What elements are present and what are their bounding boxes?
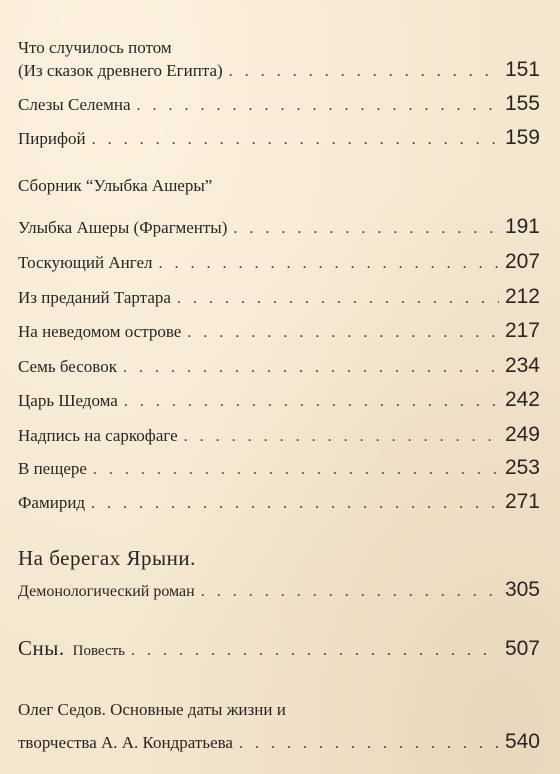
toc-page-number: 207 (504, 250, 540, 273)
toc-entry (18, 423, 540, 447)
leader-dots (239, 735, 499, 753)
toc-entry-title: Улыбка Ашеры (Фрагменты) (18, 218, 228, 237)
toc-page-number: 234 (504, 354, 540, 377)
toc-entry-title: Пирифой (18, 129, 86, 148)
toc-entry-title: Тоскующий Ангел (18, 253, 153, 272)
toc-entry (18, 250, 540, 274)
toc-page-number: 507 (504, 637, 540, 660)
leader-dots (233, 220, 499, 238)
toc-entry (18, 578, 540, 602)
toc-entry-title: Царь Шедома (18, 391, 118, 410)
leader-dots (131, 642, 499, 660)
toc-page-number: 242 (504, 388, 540, 411)
toc-entry (18, 636, 540, 661)
novel-subtitle: Демонологический роман (18, 583, 195, 600)
toc-page-number: 253 (504, 456, 540, 479)
toc-entry (18, 58, 540, 82)
leader-dots (124, 393, 499, 411)
toc-page-number: 159 (504, 126, 540, 149)
leader-dots (123, 359, 499, 377)
toc-entry-title: Фамирид (18, 493, 86, 512)
leader-dots (184, 428, 499, 446)
leader-dots (91, 495, 499, 513)
toc-page-number: 212 (504, 285, 540, 308)
toc-entry-title: (Из сказок древнего Египта) (18, 61, 223, 80)
toc-entry (18, 354, 540, 378)
toc-entry-title: Слезы Селемна (18, 95, 131, 114)
story-subtitle: Повесть (72, 643, 126, 659)
toc-entry-title: В пещере (18, 459, 87, 478)
toc-entry (18, 285, 540, 309)
leader-dots (229, 63, 499, 81)
toc-page-number: 151 (504, 58, 540, 81)
leader-dots (136, 97, 498, 115)
toc-page-number: 271 (504, 490, 540, 513)
leader-dots (93, 461, 499, 479)
appendix-title: Олег Седов. Основные даты жизни и (18, 700, 286, 719)
toc-page-number: 305 (504, 578, 540, 601)
toc-entry (18, 92, 540, 116)
toc-entry (18, 126, 540, 150)
toc-page-number: 540 (504, 730, 540, 753)
collection-heading: Сборник “Улыбка Ашеры” (18, 176, 213, 195)
leader-dots (158, 255, 498, 273)
novel-title: На берегах Ярыни. (18, 546, 196, 570)
toc-entry-title: Семь бесовок (18, 357, 117, 376)
appendix-title-continued: творчества А. А. Кондратьева (18, 733, 233, 752)
toc-entry-title: Из преданий Тартара (18, 288, 171, 307)
toc-page-number: 155 (504, 92, 540, 115)
leader-dots (92, 131, 499, 149)
leader-dots (177, 290, 499, 308)
toc-page-number: 191 (504, 215, 540, 238)
toc-entry-title: Что случилось потом (18, 38, 172, 57)
story-title: Сны. (18, 636, 65, 660)
toc-entry-title: Надпись на саркофаге (18, 426, 178, 445)
toc-entry (18, 388, 540, 412)
toc-page-number: 249 (504, 423, 540, 446)
toc-entry-title: На неведомом острове (18, 322, 182, 341)
toc-entry (18, 490, 540, 514)
toc-entry (18, 215, 540, 239)
leader-dots (187, 324, 499, 342)
toc-page-number: 217 (504, 319, 540, 342)
toc-entry (18, 730, 540, 754)
toc-entry (18, 319, 540, 343)
toc-entry (18, 456, 540, 480)
leader-dots (201, 583, 499, 601)
